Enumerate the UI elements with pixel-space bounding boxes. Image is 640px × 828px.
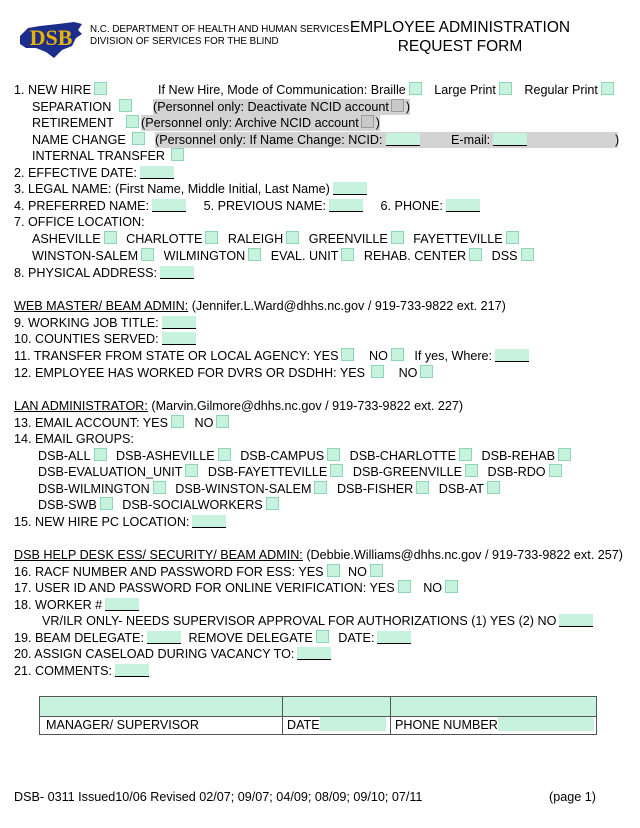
large-print-checkbox[interactable] — [499, 82, 512, 95]
rehab-center-checkbox[interactable] — [469, 248, 482, 261]
page-number: (page 1) — [549, 790, 596, 804]
lan-admin-heading: LAN ADMINISTRATOR: (Marvin.Gilmore@dhhs.nc.gov / 919-733-9822 ext. 227) — [14, 399, 464, 413]
counties-field[interactable] — [162, 332, 196, 345]
dsb-swb-checkbox[interactable] — [100, 497, 113, 510]
dsb-campus-checkbox[interactable] — [327, 448, 340, 461]
previous-name-field[interactable] — [329, 199, 363, 212]
legal-name-field[interactable] — [333, 182, 367, 195]
worker-number-field[interactable] — [105, 598, 139, 611]
q21-comments: 21. COMMENTS: — [14, 663, 149, 679]
logo-text: DSB — [29, 25, 73, 50]
fayetteville-checkbox[interactable] — [506, 231, 519, 244]
help-desk-heading: DSB HELP DESK ESS/ SECURITY/ BEAM ADMIN: (Debbie.Williams@dhhs.nc.gov / 919-733-9822 ext. 257) — [14, 548, 623, 562]
q2-effective-date: 2. EFFECTIVE DATE: — [14, 165, 174, 181]
q7-office-location: 7. OFFICE LOCATION: — [14, 215, 145, 229]
userid-yes-checkbox[interactable] — [398, 580, 411, 593]
comments-field[interactable] — [115, 664, 149, 677]
email-no-checkbox[interactable] — [216, 415, 229, 428]
form-number: DSB- 0311 Issued10/06 Revised 02/07; 09/07; 04/09; 08/09; 09/10; 07/11 — [14, 790, 423, 804]
q4-preferred-name: 4. PREFERRED NAME: 5. PREVIOUS NAME: 6. PHONE: — [14, 198, 480, 214]
q13-email-account: 13. EMAIL ACCOUNT: YES NO — [14, 415, 232, 431]
physical-address-field[interactable] — [160, 266, 194, 279]
email-groups-row-3: DSB-WILMINGTON DSB-WINSTON-SALEM DSB-FISHER DSB-AT — [38, 481, 503, 497]
q1-new-hire: 1. NEW HIRE — [14, 82, 110, 98]
dsb-charlotte-checkbox[interactable] — [459, 448, 472, 461]
effective-date-field[interactable] — [140, 166, 174, 179]
dsb-logo — [18, 18, 84, 60]
ncid-field[interactable] — [386, 133, 420, 146]
retirement-checkbox[interactable] — [126, 115, 139, 128]
email-groups-row-1: DSB-ALL DSB-ASHEVILLE DSB-CAMPUS DSB-CHARLOTTE DSB-REHAB — [38, 448, 574, 464]
q15-pc-location: 15. NEW HIRE PC LOCATION: — [14, 514, 226, 530]
name-change-checkbox[interactable] — [132, 132, 145, 145]
dsb-greenville-checkbox[interactable] — [465, 464, 478, 477]
q19-beam-delegate: 19. BEAM DELEGATE: REMOVE DELEGATE DATE: — [14, 630, 411, 646]
pc-location-field[interactable] — [192, 515, 226, 528]
racf-no-checkbox[interactable] — [370, 564, 383, 577]
vr-ilr-field[interactable] — [559, 614, 593, 627]
office-row-1: ASHEVILLE CHARLOTTE RALEIGH GREENVILLE FAYETTEVILLE — [32, 231, 522, 247]
dsb-rehab-checkbox[interactable] — [558, 448, 571, 461]
email-groups-row-4: DSB-SWB DSB-SOCIALWORKERS — [38, 497, 282, 513]
q9-job-title: 9. WORKING JOB TITLE: — [14, 315, 196, 331]
raleigh-checkbox[interactable] — [286, 231, 299, 244]
retirement-row: RETIREMENT — [32, 115, 142, 131]
email-field[interactable] — [493, 133, 527, 146]
signature-phone-field[interactable] — [391, 697, 596, 717]
q8-physical-address: 8. PHYSICAL ADDRESS: — [14, 265, 194, 281]
manager-signature-field[interactable] — [40, 697, 283, 717]
signature-table — [39, 696, 597, 735]
q11-transfer: 11. TRANSFER FROM STATE OR LOCAL AGENCY: YES NO If yes, Where: — [14, 348, 529, 364]
internal-transfer-checkbox[interactable] — [171, 148, 184, 161]
transfer-where-field[interactable] — [495, 349, 529, 362]
transfer-yes-checkbox[interactable] — [341, 348, 354, 361]
eval-unit-checkbox[interactable] — [341, 248, 354, 261]
name-change-close: ) — [615, 133, 620, 147]
greenville-checkbox[interactable] — [391, 231, 404, 244]
internal-transfer-row: INTERNAL TRANSFER — [32, 148, 187, 164]
wilmington-checkbox[interactable] — [248, 248, 261, 261]
braille-checkbox[interactable] — [409, 82, 422, 95]
manager-label: MANAGER/ SUPERVISOR — [40, 717, 283, 734]
vr-ilr-row: VR/ILR ONLY- NEEDS SUPERVISOR APPROVAL FOR AUTHORIZATIONS (1) YES (2) NO — [42, 613, 593, 629]
date-label: DATE — [283, 717, 391, 734]
retirement-note: (Personnel only: Archive NCID account ) — [141, 116, 380, 130]
q14-email-groups: 14. EMAIL GROUPS: — [14, 432, 134, 446]
email-yes-checkbox[interactable] — [171, 415, 184, 428]
q10-counties: 10. COUNTIES SERVED: — [14, 331, 196, 347]
separation-row: SEPARATION — [32, 99, 135, 115]
division-name: DIVISION OF SERVICES FOR THE BLIND — [90, 36, 279, 47]
dvrs-yes-checkbox[interactable] — [371, 365, 384, 378]
dss-checkbox[interactable] — [521, 248, 534, 261]
dsb-wilmington-checkbox[interactable] — [153, 481, 166, 494]
communication-mode: If New Hire, Mode of Communication: Braille Large Print Regular Print — [158, 82, 617, 98]
separation-checkbox[interactable] — [119, 99, 132, 112]
q12-dvrs: 12. EMPLOYEE HAS WORKED FOR DVRS OR DSDHH: YES NO — [14, 365, 436, 381]
signature-date-field[interactable] — [283, 697, 391, 717]
office-row-2: WINSTON-SALEM WILMINGTON EVAL. UNIT REHAB. CENTER DSS — [32, 248, 537, 264]
charlotte-checkbox[interactable] — [205, 231, 218, 244]
dsb-all-checkbox[interactable] — [94, 448, 107, 461]
dvrs-no-checkbox[interactable] — [420, 365, 433, 378]
separation-note: (Personnel only: Deactivate NCID account ) — [153, 100, 411, 114]
name-change-row: NAME CHANGE — [32, 132, 148, 148]
q16-racf: 16. RACF NUMBER AND PASSWORD FOR ESS: YES NO — [14, 564, 386, 580]
dsb-evaluation-unit-checkbox[interactable] — [185, 464, 198, 477]
q17-user-id: 17. USER ID AND PASSWORD FOR ONLINE VERIFICATION: YES NO — [14, 580, 461, 596]
dsb-asheville-checkbox[interactable] — [218, 448, 231, 461]
new-hire-checkbox[interactable] — [94, 82, 107, 95]
regular-print-checkbox[interactable] — [601, 82, 614, 95]
racf-yes-checkbox[interactable] — [327, 564, 340, 577]
dsb-fisher-checkbox[interactable] — [416, 481, 429, 494]
q20-caseload: 20. ASSIGN CASELOAD DURING VACANCY TO: — [14, 646, 331, 662]
delegate-date-field[interactable] — [377, 631, 411, 644]
dsb-at-checkbox[interactable] — [487, 481, 500, 494]
remove-delegate-checkbox[interactable] — [316, 630, 329, 643]
form-title: EMPLOYEE ADMINISTRATION REQUEST FORM — [349, 19, 571, 55]
dept-name: N.C. DEPARTMENT OF HEALTH AND HUMAN SERVICES DIVISION OF SERVICES FOR THE BLIND — [90, 24, 350, 47]
email-groups-row-2: DSB-EVALUATION_UNIT DSB-FAYETTEVILLE DSB-GREENVILLE DSB-RDO — [38, 464, 565, 480]
winston-salem-checkbox[interactable] — [141, 248, 154, 261]
preferred-name-field[interactable] — [152, 199, 186, 212]
deactivate-ncid-checkbox[interactable] — [391, 99, 404, 112]
beam-delegate-field[interactable] — [147, 631, 181, 644]
phone-label: PHONE NUMBER — [391, 717, 596, 734]
userid-no-checkbox[interactable] — [445, 580, 458, 593]
dsb-winston-salem-checkbox[interactable] — [314, 481, 327, 494]
web-master-heading: WEB MASTER/ BEAM ADMIN: (Jennifer.L.Ward@dhhs.nc.gov / 919-733-9822 ext. 217) — [14, 299, 506, 313]
name-change-note: (Personnel only: If Name Change: NCID: E-mail: — [155, 132, 618, 148]
archive-ncid-checkbox[interactable] — [361, 115, 374, 128]
caseload-field[interactable] — [297, 647, 331, 660]
q18-worker-number: 18. WORKER # — [14, 597, 139, 613]
job-title-field[interactable] — [162, 316, 196, 329]
dsb-socialworkers-checkbox[interactable] — [266, 497, 279, 510]
phone-field[interactable] — [446, 199, 480, 212]
dsb-fayetteville-checkbox[interactable] — [330, 464, 343, 477]
transfer-no-checkbox[interactable] — [391, 348, 404, 361]
dsb-rdo-checkbox[interactable] — [549, 464, 562, 477]
q3-legal-name: 3. LEGAL NAME: (First Name, Middle Initial, Last Name) — [14, 181, 367, 197]
asheville-checkbox[interactable] — [104, 231, 117, 244]
